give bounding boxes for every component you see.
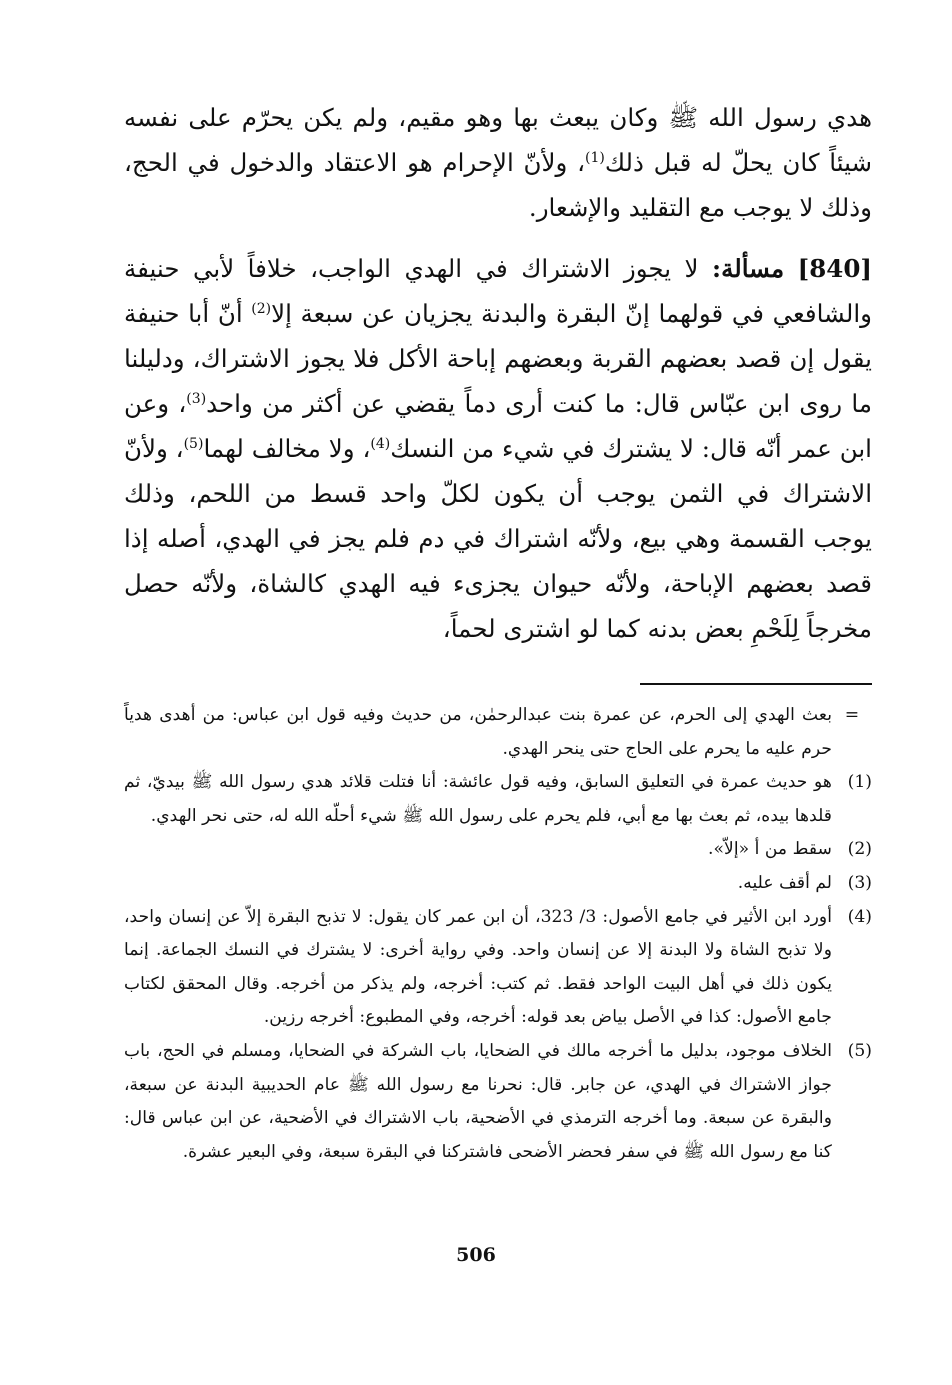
- footnote-mark: =: [844, 705, 860, 725]
- footnote-item: [124, 1035, 872, 1169]
- footnote-reference: (2): [251, 300, 272, 317]
- footnote-mark: (4): [847, 906, 872, 927]
- footnote-item: [124, 699, 872, 766]
- paragraph-text: أنّ أبا حنيفة يقول إن قصد بعضهم القربة وبعضهم إباحة الأكل فلا يجوز الاشتراك، ودليلنا ما روى ابن عبّاس قال: ما كنت أرى دماً يقضي عن أكثر من واحد: [124, 299, 873, 418]
- paragraph-text: ، ولا مخالف لهما: [203, 434, 371, 463]
- footnote-reference: (5): [183, 435, 204, 452]
- footnote-mark: (2): [847, 839, 872, 860]
- page-number: 506: [456, 1244, 496, 1266]
- main-text: [124, 95, 872, 651]
- paragraph-text: هدي رسول الله ﷺ وكان يبعث بها وهو مقيم، ولم يكن يحرّم على نفسه شيئاً كان يحلّ له قبل ذلك: [124, 103, 873, 177]
- issue-heading: مسألة:: [712, 254, 785, 283]
- footnote-separator: [640, 683, 872, 685]
- footnote-text: أورد ابن الأثير في جامع الأصول: 3/ 323، أن ابن عمر كان يقول: لا تذبح البقرة إلاّ عن إنسان واحد، ولا تذبح الشاة ولا البدنة إلا عن إنسان واحد. وفي رواية أخرى: لا يشترك في النسك الجماعة. إنما يكون ذلك في أهل البيت الواحد فقط. ثم كتب: أخرجه، ولم يذكر من أخرجه. وقال المحقق لكتاب جامع الأصول: كذا في الأصل بياض بعد قوله: أخرجه، وفي المطبوع: أخرجه رزين.: [124, 906, 832, 1028]
- footnotes: [124, 699, 872, 1169]
- footnote-mark: (5): [847, 1040, 872, 1061]
- footnote-text: لم أقف عليه.: [737, 872, 832, 893]
- page-content: [124, 95, 872, 1169]
- paragraph-text: لا يجوز الاشتراك في الهدي الواجب، خلافاً لأبي حنيفة والشافعي في قولهما إنّ البقرة والبدنة يجزيان عن سبعة إلا: [124, 254, 872, 328]
- footnote-reference: (3): [186, 390, 207, 407]
- paragraph-text: ، ولأنّ الاشتراك في الثمن يوجب أن يكون لكلّ واحد قسط من اللحم، وذلك يوجب القسمة وهي بيع، ولأنّه اشتراك في دم فلم يجز في الهدي، أصله إذا قصد بعضهم الإباحة، ولأنّه حيوان يجزىء فيه الهدي كالشاة، ولأنّه حصل مخرجاً لِلَحْمِ بعض بدنه كما لو اشترى لحماً،: [124, 434, 872, 643]
- paragraph-text: ، وعن ابن عمر أنّه قال: لا يشترك في شيء من النسك: [124, 389, 872, 463]
- footnote-text: سقط من أ «إلاّ».: [708, 839, 832, 860]
- footnote-item: [124, 901, 872, 1035]
- footnote-item: [124, 833, 872, 867]
- paragraph-text: ، ولأنّ الإحرام هو الاعتقاد والدخول في الحج، وذلك لا يوجب مع التقليد والإشعار.: [124, 148, 872, 222]
- issue-number: [840]: [797, 254, 872, 283]
- footnote-text: هو حديث عمرة في التعليق السابق، وفيه قول عائشة: أنا فتلت قلائد هدي رسول الله ﷺ بيديّ، ثم قلدها بيده، ثم بعث بها مع أبي، فلم يحرم على رسول الله ﷺ شيء أحلّه الله له، حتى نحر الهدي.: [124, 772, 832, 826]
- footnote-text: بعث الهدي إلى الحرم، عن عمرة بنت عبدالرحمٰن، من حديث وفيه قول ابن عباس: من أهدى هدياً حرم عليه ما يحرم على الحاج حتى ينحر الهدي.: [124, 705, 832, 759]
- footnote-reference: (1): [585, 149, 605, 166]
- footnote-mark: (1): [847, 772, 872, 793]
- footnote-text: الخلاف موجود، بدليل ما أخرجه مالك في الضحايا، باب الشركة في الضحايا، ومسلم في الحج، باب جواز الاشتراك في الهدي، عن جابر. قال: نحرنا مع رسول الله ﷺ عام الحديبية البدنة عن سبعة، والبقرة عن سبعة. وما أخرجه الترمذي في الأضحية، باب الاشتراك في الأضحية، عن ابن عباس قال: كنا مع رسول الله ﷺ في سفر فحضر الأضحى فاشتركنا في البقرة سبعة، وفي البعير عشرة.: [124, 1040, 832, 1162]
- paragraph: [124, 95, 872, 230]
- footnote-mark: (3): [847, 872, 872, 893]
- footnote-item: [124, 766, 872, 833]
- issue-paragraph: [124, 246, 872, 651]
- footnote-reference: (4): [370, 435, 391, 452]
- footnote-item: [124, 867, 872, 901]
